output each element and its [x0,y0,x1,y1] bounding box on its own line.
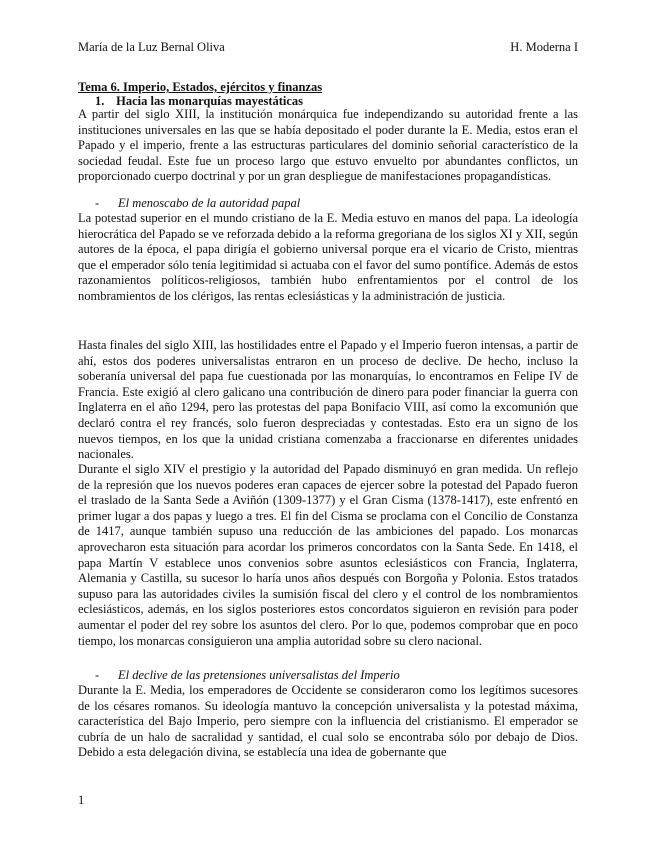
bullet-heading-papal [95,196,300,211]
subsection-number: 1. [95,94,105,108]
paragraph-papal-1: La potestad superior en el mundo cristiano de la E. Media estuvo en manos del papa. La ideología hierocrática del Papado se ve reforzada debido a la reforma gregoriana de los siglos XI y XII, según autores de la época, el papa dirigía el gobierno universal porque era el vicario de Cristo, mientras que el emperador sólo tenía legitimidad si actuaba con el favor del sumo pontífice. Además de estos razonamientos políticos-religiosos, también hubo enfrentamientos por el control de los nombramientos de los clérigos, las rentas eclesiásticas y la administración de justicia. [78,211,578,303]
paragraph-intro: A partir del siglo XIII, la institución monárquica fue independizando su autoridad frente a las instituciones universales en las que se había depositado el poder durante la E. Media, estos eran el Papado y el imperio, frente a las estructuras particulares del dominio señorial característico de la sociedad feudal. Este fue un proceso largo que estuvo envuelto por abundantes conflictos, un proporcionado cuerpo doctrinal y por un gran despliegue de manifestaciones propagandísticas. [78,107,578,184]
bullet-text: El menoscabo de la autoridad papal [118,196,301,210]
header-author: María de la Luz Bernal Oliva [78,40,225,54]
paragraph-papal-3: Durante el siglo XIV el prestigio y la autoridad del Papado disminuyó en gran medida. Un reflejo de la represión que los nuevos poderes eran capaces de ejercer sobre la potestad del Papado fueron el traslado de la Santa Sede a Aviñón (1309-1377) y el Gran Cisma (1378-1417), este enfrentó en primer lugar a dos papas y luego a tres. El fin del Cisma se proclama con el Concilio de Constanza de 1417, aunque también supuso una reducción de las ambiciones del papado. Los monarcas aprovecharon esta situación para acordar los primeros concordatos con la Santa Sede. En 1418, el papa Martín V establece unos convenios sobre asuntos eclesiásticos con Francia, Inglaterra, Alemania y Castilla, su sucesor lo haría unos años después con Borgoña y Polonia. Estos tratados supuso para las autoridades civiles la sumisión fiscal del clero y el control de los nombramientos eclesiásticos, además, en los siglos posteriores estos concordatos siguieron en revisión para poder aumentar el poder del rey sobre los asuntos del clero. Por lo que, podemos comprobar que en poco tiempo, los monarcas consiguieron una amplia autoridad sobre su clero nacional. [78,462,578,648]
section-title: Tema 6. Imperio, Estados, ejércitos y finanzas [78,80,323,94]
paragraph-imperio-1: Durante la E. Media, los emperadores de Occidente se consideraron como los legítimos sucesores de los césares romanos. Su ideología mantuvo la concepción universalista y la potestad máxima, característica del Bajo Imperio, pero siempre con la influencia del cristianismo. El emperador se cubría de un halo de sacralidad y santidad, el cual solo se encontraba sólo por debajo de Dios. Debido a esta delegación divina, se establecía una idea de gobernante que [78,683,578,760]
bullet-dash: - [95,668,100,682]
header-course: H. Moderna I [510,40,578,54]
page-number: 1 [78,793,85,807]
bullet-dash: - [95,196,100,210]
bullet-heading-imperio [95,668,400,683]
paragraph-papal-2: Hasta finales del siglo XIII, las hostilidades entre el Papado y el Imperio fueron intensas, a partir de ahí, estos dos poderes universalistas entraron en un proceso de declive. De hecho, incluso la soberanía universal del papa fue cuestionada por las monarquías, lo encontramos en Felipe IV de Francia. Este exigió al clero galicano una contribución de dinero para poder financiar la guerra con Inglaterra en el año 1294, pero las protestas del papa Bonifacio VIII, así como la excomunión que declaró contra el rey francés, solo fueron despreciadas y contestadas. Esto era un signo de los nuevos tiempos, en los que la unidad cristiana comenzaba a fraccionarse en diferentes unidades nacionales. [78,338,578,462]
subsection-title: Hacia las monarquías mayestáticas [116,94,304,108]
bullet-text: El declive de las pretensiones universalistas del Imperio [118,668,400,682]
